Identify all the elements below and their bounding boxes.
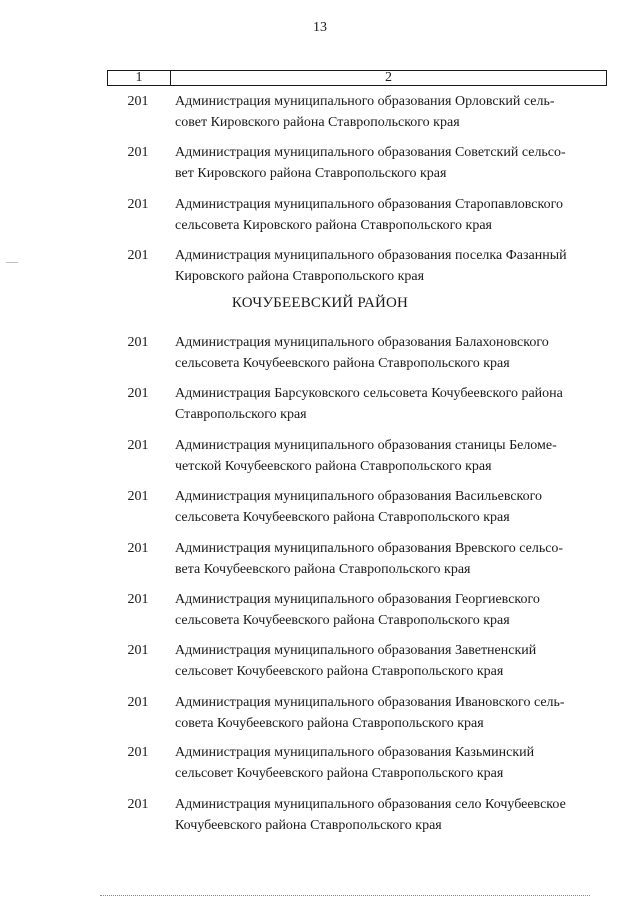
table-row	[107, 383, 607, 425]
row-text-line: Ставропольского края	[175, 407, 307, 422]
bottom-rule	[100, 895, 590, 896]
table-row	[107, 692, 607, 734]
row-text	[169, 692, 607, 734]
table-row	[107, 332, 607, 374]
column-header-2: 2	[385, 70, 392, 85]
row-text	[169, 742, 607, 784]
row-text-line: совета Кочубеевского района Ставропольского края	[175, 716, 484, 731]
row-text	[169, 332, 607, 374]
row-code: 201	[127, 797, 149, 812]
row-text	[169, 640, 607, 682]
table-row	[107, 435, 607, 477]
row-text	[169, 383, 607, 425]
row-text	[169, 486, 607, 528]
row-text-line: Администрация муниципального образования Орловский сель-	[175, 94, 555, 109]
row-text-line: сельсовет Кочубеевского района Ставропольского края	[175, 664, 504, 679]
row-code: 201	[127, 248, 149, 263]
table-row	[107, 194, 607, 236]
table-row	[107, 245, 607, 287]
row-code: 201	[127, 489, 149, 504]
row-text	[169, 435, 607, 477]
row-text-line: Администрация муниципального образования Ивановского сель-	[175, 695, 565, 710]
row-code: 201	[127, 438, 149, 453]
row-text-line: Администрация муниципального образования Балахоновского	[175, 335, 549, 350]
row-text-line: Администрация муниципального образования станицы Беломе-	[175, 438, 557, 453]
row-text-line: Кировского района Ставропольского края	[175, 269, 425, 284]
row-text	[169, 538, 607, 580]
table-row	[107, 486, 607, 528]
row-code: 201	[127, 386, 149, 401]
row-text-line: Администрация муниципального образования Советский сельсо-	[175, 145, 566, 160]
row-text-line: сельсовета Кочубеевского района Ставропольского края	[175, 356, 510, 371]
table-row	[107, 91, 607, 133]
row-text	[169, 794, 607, 836]
row-code: 201	[127, 145, 149, 160]
row-text-line: сельсовет Кочубеевского района Ставропольского края	[175, 766, 504, 781]
row-text-line: Кочубеевского района Ставропольского края	[175, 818, 442, 833]
row-text-line: совет Кировского района Ставропольского края	[175, 115, 460, 130]
row-code: 201	[127, 592, 149, 607]
row-code: 201	[127, 643, 149, 658]
table-row	[107, 589, 607, 631]
row-code: 201	[127, 197, 149, 212]
row-text-line: Администрация муниципального образования Казьминский	[175, 745, 535, 760]
row-code: 201	[127, 745, 149, 760]
table-row	[107, 142, 607, 184]
section-heading: КОЧУБЕЕВСКИЙ РАЙОН	[231, 295, 409, 311]
table-row	[107, 640, 607, 682]
column-header-1: 1	[108, 71, 171, 85]
row-text	[169, 589, 607, 631]
table-row	[107, 794, 607, 836]
row-text-line: сельсовета Кировского района Ставропольского края	[175, 218, 492, 233]
left-margin-mark	[6, 262, 18, 263]
table-column-header	[107, 70, 607, 86]
row-text	[169, 142, 607, 184]
row-text-line: Администрация муниципального образования поселка Фазанный	[175, 248, 567, 263]
row-code: 201	[127, 335, 149, 350]
row-text-line: вета Кочубеевского района Ставропольского края	[175, 562, 471, 577]
row-text	[169, 245, 607, 287]
row-text-line: сельсовета Кочубеевского района Ставропольского края	[175, 613, 510, 628]
table-row	[107, 742, 607, 784]
row-code: 201	[127, 541, 149, 556]
row-text-line: Администрация муниципального образования село Кочубеевское	[175, 797, 566, 812]
row-text	[169, 91, 607, 133]
row-text-line: вет Кировского района Ставропольского края	[175, 166, 447, 181]
page-number: 13	[313, 20, 327, 35]
row-code: 201	[127, 94, 149, 109]
row-text-line: четской Кочубеевского района Ставропольского края	[175, 459, 492, 474]
row-text-line: Администрация муниципального образования Вревского сельсо-	[175, 541, 564, 556]
row-text-line: Администрация муниципального образования Старопавловского	[175, 197, 563, 212]
row-text-line: Администрация муниципального образования Заветненский	[175, 643, 537, 658]
row-text-line: сельсовета Кочубеевского района Ставропольского края	[175, 510, 510, 525]
row-text-line: Администрация Барсуковского сельсовета Кочубеевского района	[175, 386, 563, 401]
row-text-line: Администрация муниципального образования Васильевского	[175, 489, 543, 504]
row-code: 201	[127, 695, 149, 710]
row-text-line: Администрация муниципального образования Георгиевского	[175, 592, 540, 607]
table-row	[107, 538, 607, 580]
row-text	[169, 194, 607, 236]
